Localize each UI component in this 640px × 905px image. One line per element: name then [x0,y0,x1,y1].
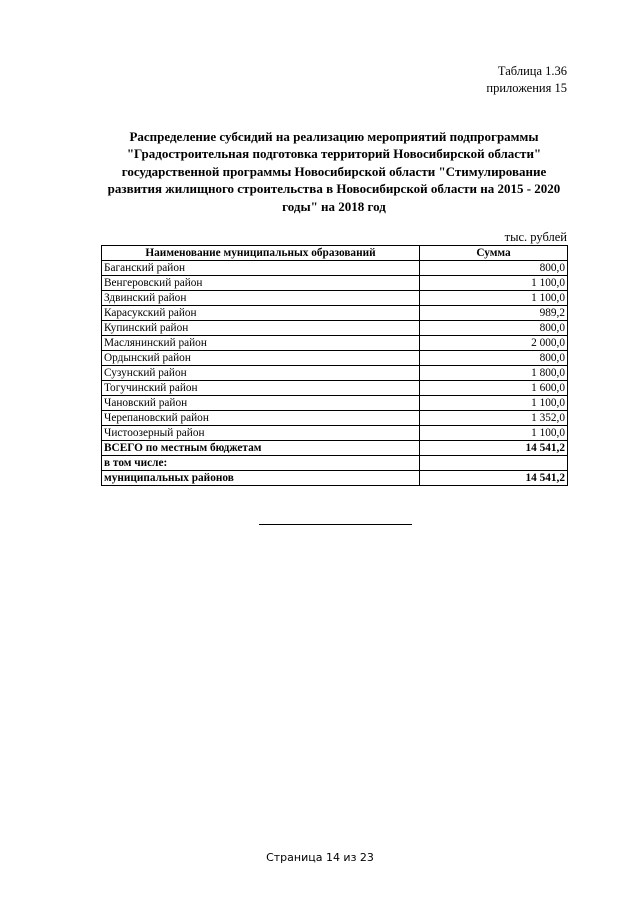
table-row [102,411,568,426]
row-sum: 1 600,0 [420,381,568,396]
municipal-sum: 14 541,2 [420,471,568,486]
table-row [102,291,568,306]
row-name: Чановский район [102,396,420,411]
row-sum: 2 000,0 [420,336,568,351]
row-name: Венгеровский район [102,276,420,291]
row-sum: 1 100,0 [420,426,568,441]
total-row [102,441,568,456]
row-name: Карасукский район [102,306,420,321]
row-name: Тогучинский район [102,381,420,396]
closing-divider [259,524,412,525]
table-row [102,276,568,291]
table-row [102,351,568,366]
units-label: тыс. рублей [504,230,567,244]
table-header-row [102,246,568,261]
row-sum: 800,0 [420,351,568,366]
row-name: Ордынский район [102,351,420,366]
row-sum: 989,2 [420,306,568,321]
appendix-number: приложения 15 [486,81,567,95]
total-label: ВСЕГО по местным бюджетам [102,441,420,456]
table-row [102,336,568,351]
row-name: Баганский район [102,261,420,276]
including-label: в том числе: [102,456,420,471]
row-sum: 1 100,0 [420,396,568,411]
table-row [102,321,568,336]
including-row [102,456,568,471]
row-sum: 1 100,0 [420,291,568,306]
page-number: Страница 14 из 23 [266,851,374,864]
row-name: Маслянинский район [102,336,420,351]
subsidy-table [101,245,568,486]
row-name: Сузунский район [102,366,420,381]
table-reference [486,63,567,97]
row-sum: 800,0 [420,321,568,336]
table-row [102,306,568,321]
table-row [102,426,568,441]
row-name: Черепановский район [102,411,420,426]
table-row [102,261,568,276]
column-header-sum: Сумма [420,246,568,261]
total-sum: 14 541,2 [420,441,568,456]
row-sum: 1 352,0 [420,411,568,426]
row-name: Купинский район [102,321,420,336]
row-name: Здвинский район [102,291,420,306]
municipal-row [102,471,568,486]
column-header-name: Наименование муниципальных образований [102,246,420,261]
document-title: Распределение субсидий на реализацию мероприятий подпрограммы "Градостроительная подготовка территорий Новосибирской области" государственной программы Новосибирской области "Стимулирование развития жилищного строительства в Новосибирской области на 2015 - 2020 годы" на 2018 год [107,129,561,214]
table-row [102,396,568,411]
table-row [102,381,568,396]
row-sum: 800,0 [420,261,568,276]
row-name: Чистоозерный район [102,426,420,441]
row-sum: 1 100,0 [420,276,568,291]
table-row [102,366,568,381]
municipal-label: муниципальных районов [102,471,420,486]
including-sum [420,456,568,471]
row-sum: 1 800,0 [420,366,568,381]
table-number: Таблица 1.36 [497,64,567,78]
